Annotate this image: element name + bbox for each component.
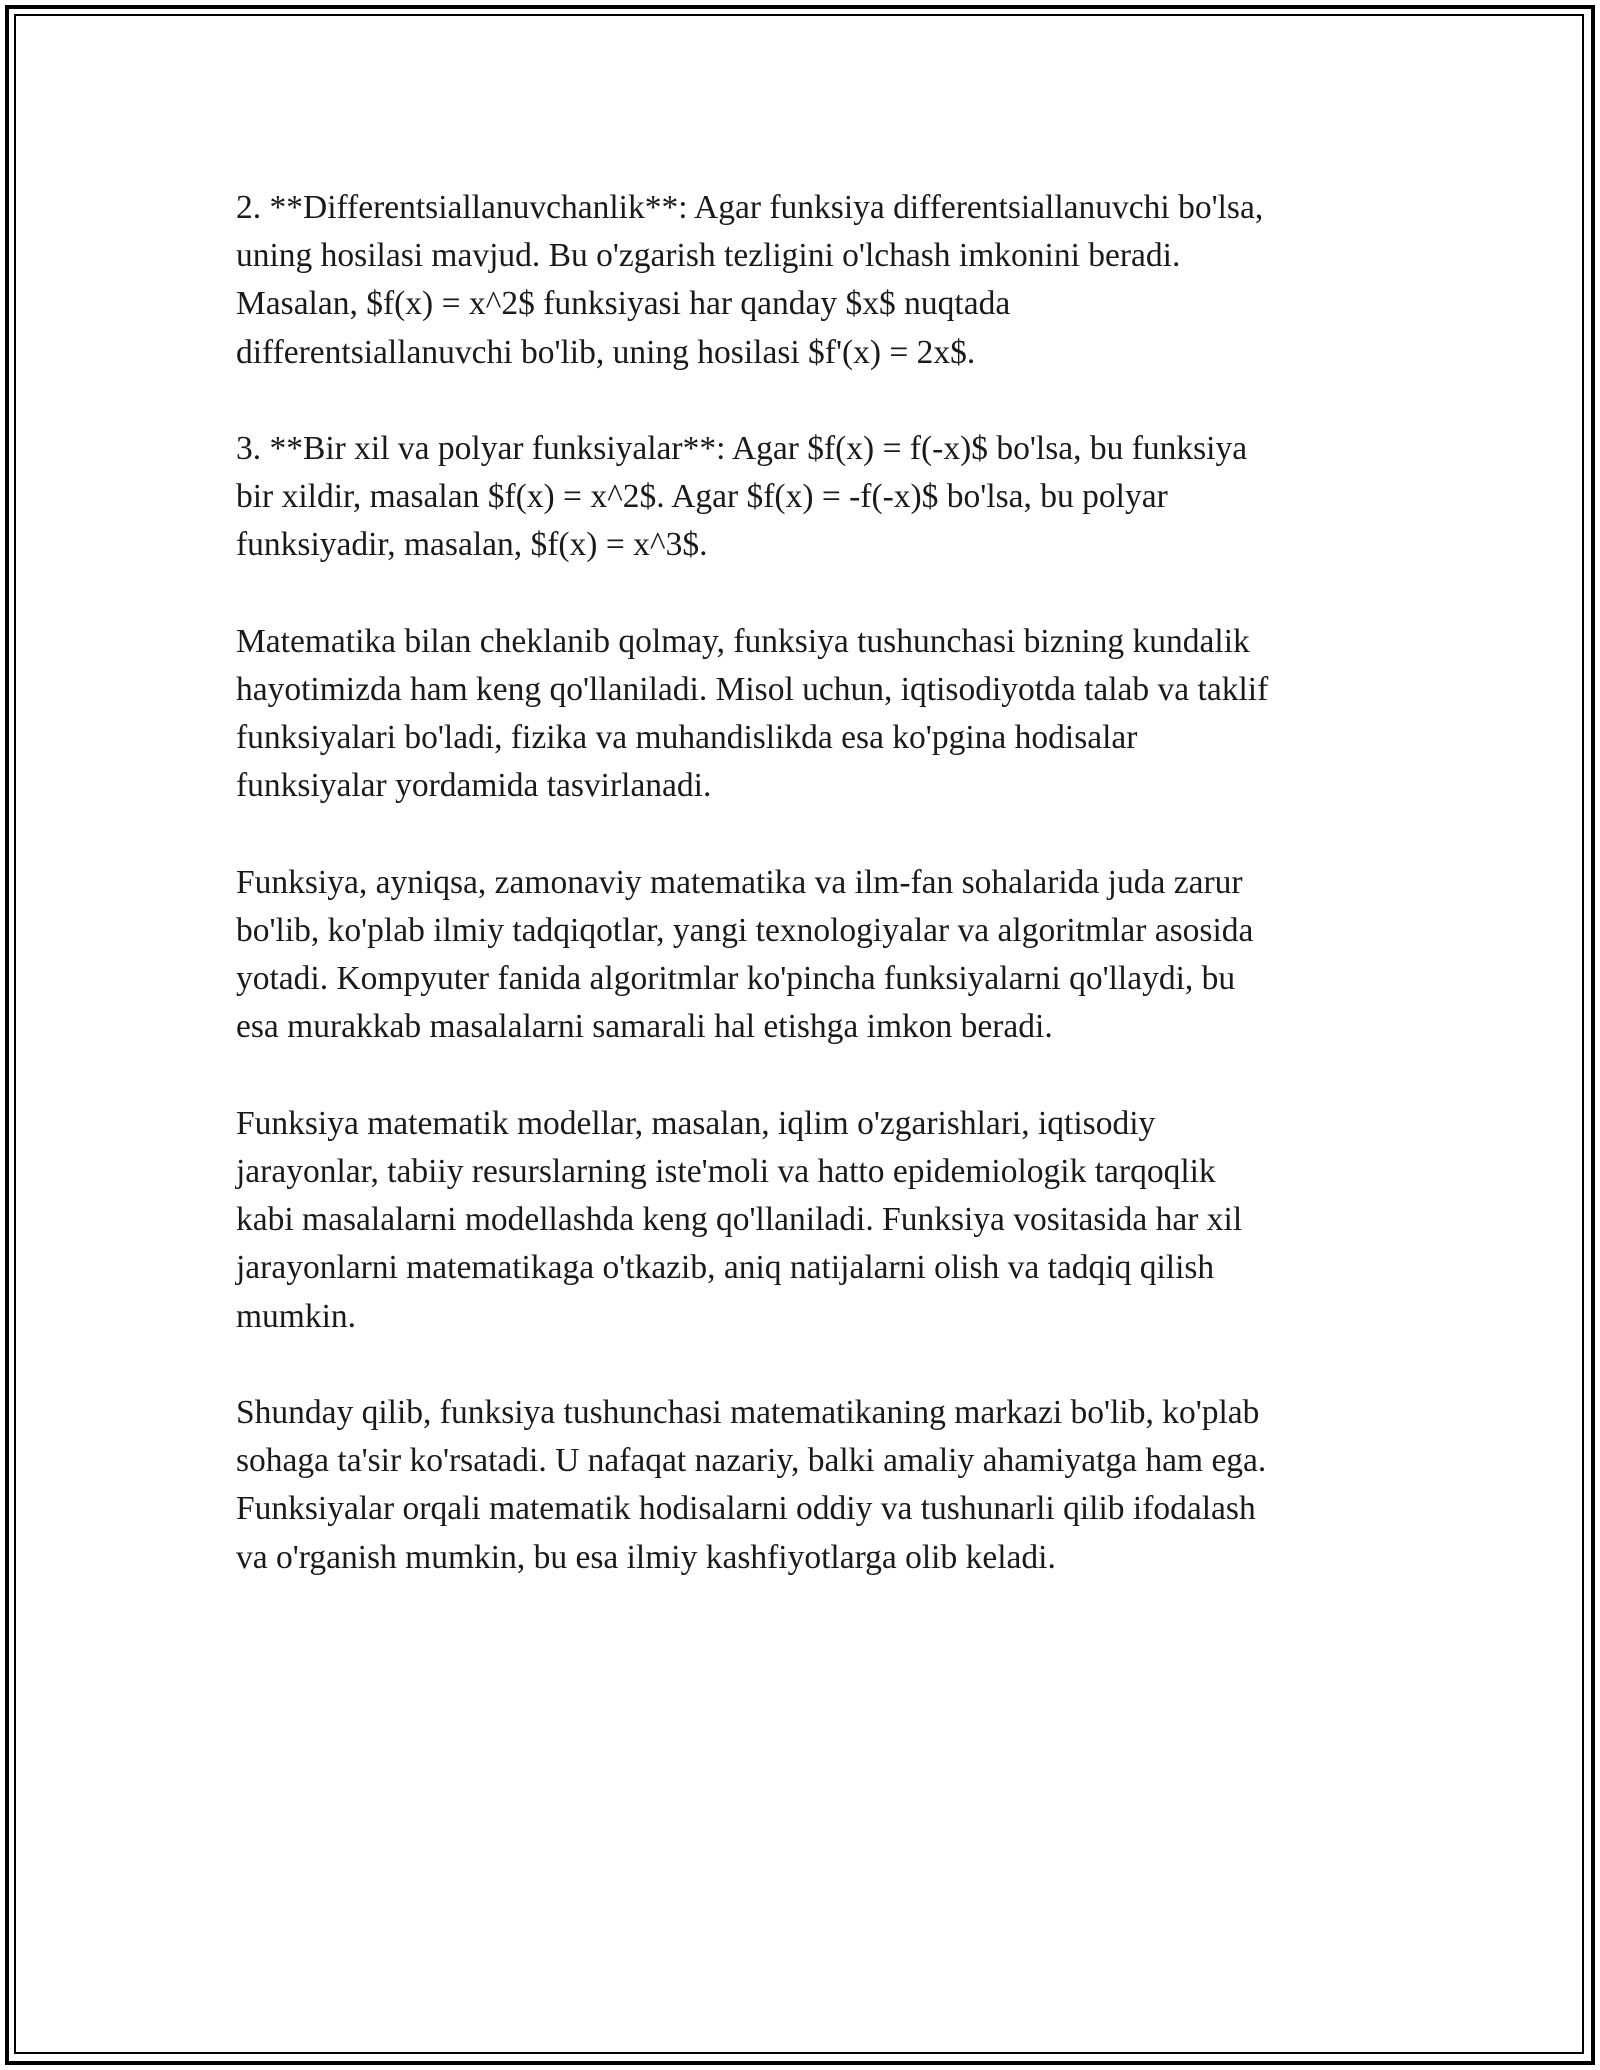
text-line: jarayonlarni matematikaga o'tkazib, aniq natijalarni olish va tadqiq qilish [236, 1249, 1215, 1287]
paragraph-everyday-use [236, 618, 1386, 811]
paragraph-modern-science [236, 859, 1386, 1052]
text-line: funksiyalari bo'ladi, fizika va muhandislikda esa ko'pgina hodisalar [236, 719, 1138, 757]
text-line: va o'rganish mumkin, bu esa ilmiy kashfiyotlarga olib keladi. [236, 1538, 1056, 1576]
text-line: mumkin. [236, 1297, 357, 1335]
paragraph-even-odd-functions [236, 425, 1386, 570]
paragraph-differentiability [236, 184, 1386, 377]
text-line: Funksiyalar orqali matematik hodisalarni oddiy va tushunarli qilib ifodalash [236, 1490, 1256, 1528]
text-line: Shunday qilib, funksiya tushunchasi matematikaning markazi bo'lib, ko'plab [236, 1394, 1260, 1431]
text-line: sohaga ta'sir ko'rsatadi. U nafaqat nazariy, balki amaliy ahamiyatga ham ega. [236, 1442, 1267, 1480]
text-line: 3. **Bir xil va polyar funksiyalar**: Agar $f(x) = f(-x)$ bo'lsa, bu funksiya [236, 430, 1248, 467]
text-line: yotadi. Kompyuter fanida algoritmlar ko'pincha funksiyalarni qo'llaydi, bu [236, 960, 1236, 998]
text-line: funksiyadir, masalan, $f(x) = x^3$. [236, 526, 708, 564]
text-line: Matematika bilan cheklanib qolmay, funksiya tushunchasi bizning kundalik [236, 622, 1250, 660]
text-line: Funksiya matematik modellar, masalan, iqlim o'zgarishlari, iqtisodiy [236, 1104, 1156, 1142]
text-line: esa murakkab masalalarni samarali hal etishga imkon beradi. [236, 1008, 1053, 1046]
text-line: Funksiya, ayniqsa, zamonaviy matematika va ilm-fan sohalarida juda zarur [236, 863, 1243, 901]
text-line: 2. **Differentsiallanuvchanlik**: Agar funksiya differentsiallanuvchi bo'lsa, [236, 189, 1264, 226]
text-line: kabi masalalarni modellashda keng qo'llaniladi. Funksiya vositasida har xil [236, 1201, 1243, 1239]
text-line: bo'lib, ko'plab ilmiy tadqiqotlar, yangi texnologiyalar va algoritmlar asosida [236, 912, 1254, 949]
text-line: jarayonlar, tabiiy resurslarning iste'moli va hatto epidemiologik tarqoqlik [236, 1153, 1216, 1190]
text-line: bir xildir, masalan $f(x) = x^2$. Agar $f(x) = -f(-x)$ bo'lsa, bu polyar [236, 478, 1168, 516]
text-line: differentsiallanuvchi bo'lib, uning hosilasi $f'(x) = 2x$. [236, 333, 976, 371]
text-line: uning hosilasi mavjud. Bu o'zgarish tezligini o'lchash imkonini beradi. [236, 237, 1181, 275]
text-line: hayotimizda ham keng qo'llaniladi. Misol uchun, iqtisodiyotda talab va taklif [236, 671, 1269, 708]
text-line: Masalan, $f(x) = x^2$ funksiyasi har qanday $x$ nuqtada [236, 285, 1011, 323]
text-line: funksiyalar yordamida tasvirlanadi. [236, 767, 712, 805]
paragraph-conclusion [236, 1389, 1386, 1582]
document-body [236, 184, 1386, 1630]
paragraph-mathematical-models [236, 1100, 1386, 1341]
